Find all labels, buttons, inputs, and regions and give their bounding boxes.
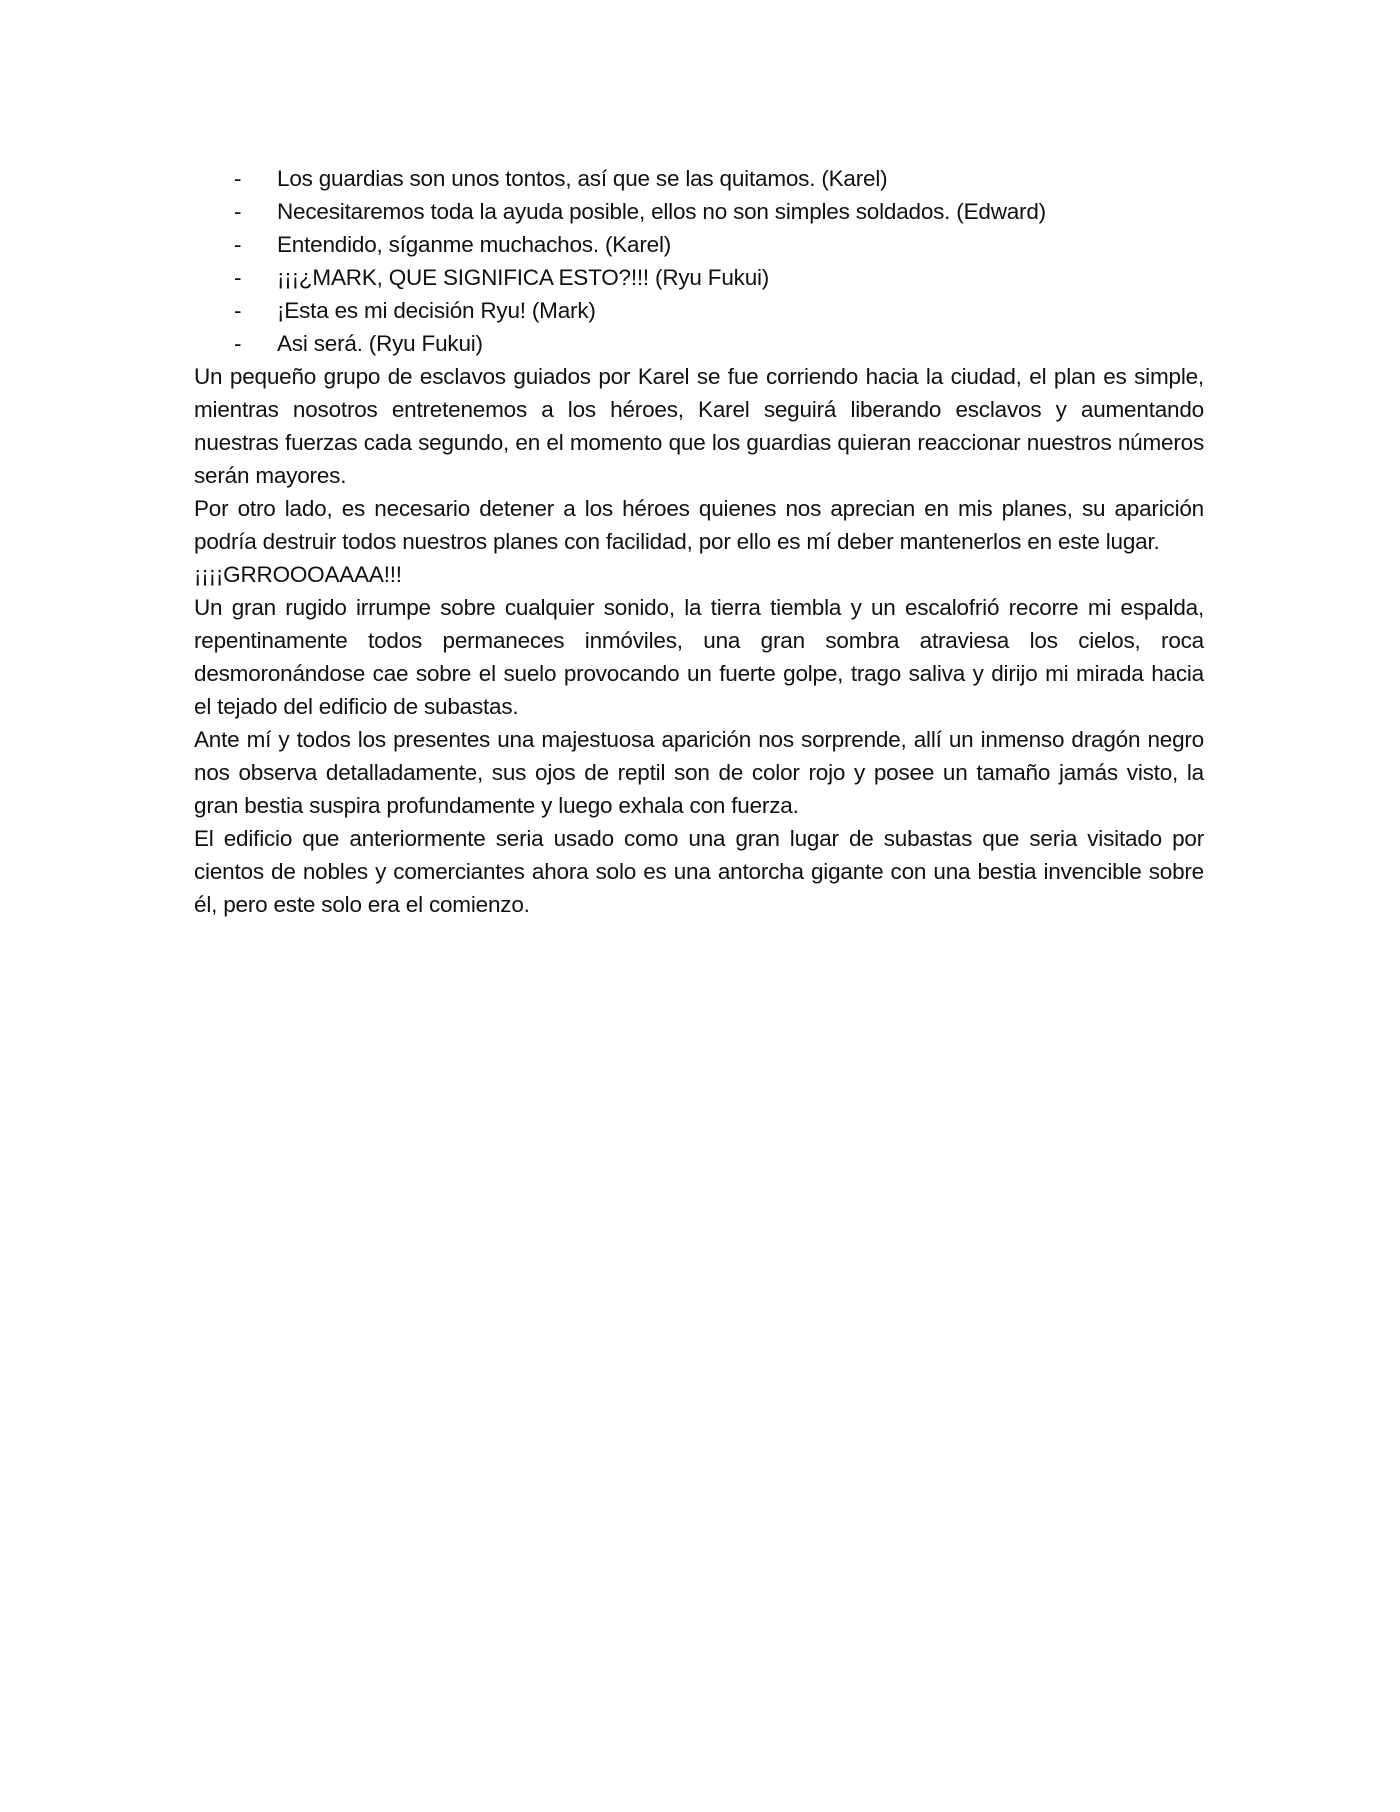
dialogue-dash: - — [234, 298, 242, 323]
paragraph-rumble: Un gran rugido irrumpe sobre cualquier sonido, la tierra tiembla y un escalofrió recorre mi espalda, repentinamente todos permaneces inmóviles, una gran sombra atraviesa los cielos, roca desmoronándose cae sobre el suelo provocando un fuerte golpe, trago saliva y dirijo mi mirada hacia el tejado del edificio de subastas. — [194, 595, 1204, 719]
dialogue-list — [194, 162, 1204, 360]
dialogue-line — [194, 228, 1204, 261]
dialogue-line — [194, 195, 1204, 228]
dialogue-text: Necesitaremos toda la ayuda posible, ellos no son simples soldados. (Edward) — [277, 199, 1046, 224]
paragraph-slaves-plan: Un pequeño grupo de esclavos guiados por Karel se fue corriendo hacia la ciudad, el plan es simple, mientras nosotros entretenemos a los héroes, Karel seguirá liberando esclavos y aumentando nuestras fuerzas cada segundo, en el momento que los guardias quieran reaccionar nuestros números serán mayores. — [194, 364, 1204, 488]
dialogue-text: ¡¡¡¿MARK, QUE SIGNIFICA ESTO?!!! (Ryu Fukui) — [277, 265, 770, 290]
dialogue-dash: - — [234, 331, 242, 356]
dialogue-dash: - — [234, 232, 242, 257]
dialogue-dash: - — [234, 166, 242, 191]
paragraph-heroes: Por otro lado, es necesario detener a los héroes quienes nos aprecian en mis planes, su aparición podría destruir todos nuestros planes con facilidad, por ello es mí deber mantenerlos en este lugar. — [194, 496, 1204, 554]
dialogue-text: Asi será. (Ryu Fukui) — [277, 331, 483, 356]
dialogue-line — [194, 294, 1204, 327]
paragraph-building: El edificio que anteriormente seria usado como una gran lugar de subastas que seria visitado por cientos de nobles y comerciantes ahora solo es una antorcha gigante con una bestia invencible sobre él, pero este solo era el comienzo. — [194, 826, 1204, 917]
dialogue-text: Entendido, síganme muchachos. (Karel) — [277, 232, 672, 257]
dialogue-dash: - — [234, 265, 242, 290]
paragraph-dragon: Ante mí y todos los presentes una majestuosa aparición nos sorprende, allí un inmenso dragón negro nos observa detalladamente, sus ojos de reptil son de color rojo y posee un tamaño jamás visto, la gran bestia suspira profundamente y luego exhala con fuerza. — [194, 727, 1204, 818]
dialogue-line — [194, 327, 1204, 360]
dialogue-dash: - — [234, 199, 242, 224]
paragraph-roar: ¡¡¡¡GRROOOAAAA!!! — [194, 562, 402, 587]
document-body — [194, 162, 1204, 921]
dialogue-text: ¡Esta es mi decisión Ryu! (Mark) — [277, 298, 596, 323]
dialogue-line — [194, 261, 1204, 294]
dialogue-line — [194, 162, 1204, 195]
dialogue-text: Los guardias son unos tontos, así que se las quitamos. (Karel) — [277, 166, 888, 191]
